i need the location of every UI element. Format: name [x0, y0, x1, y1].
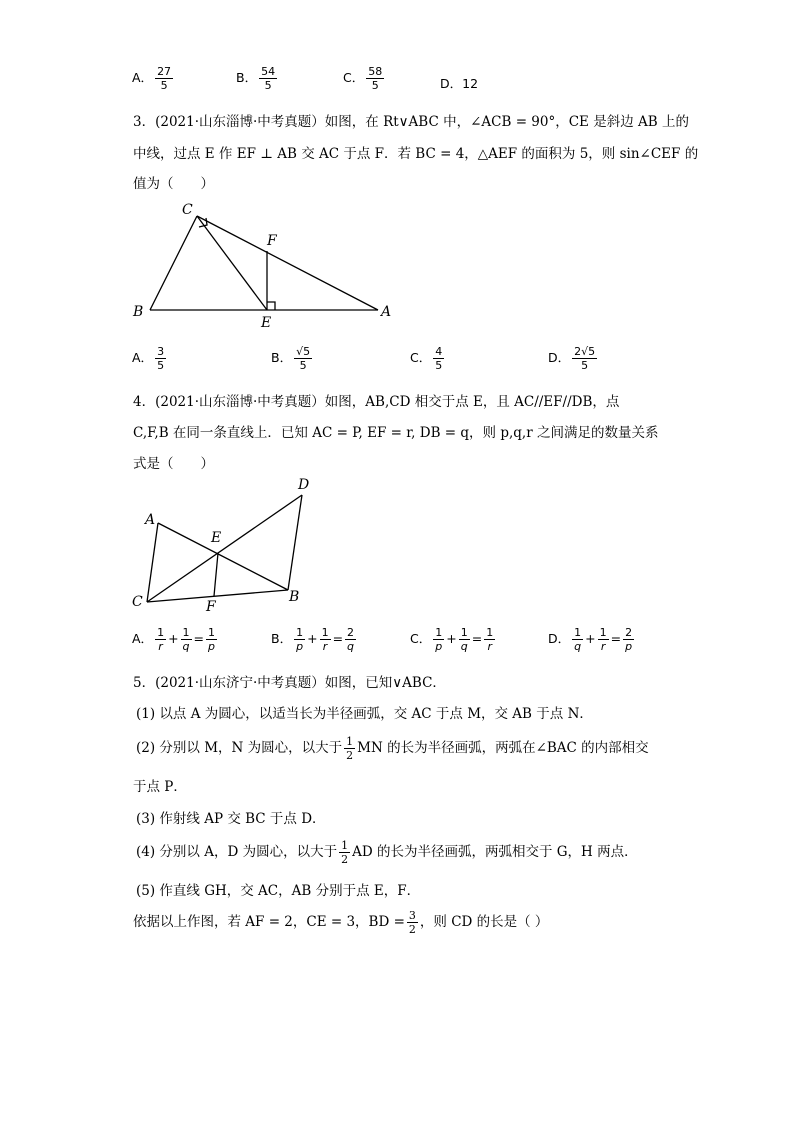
- option-label: A．: [132, 70, 154, 85]
- denominator: q: [574, 640, 582, 653]
- option-label: D．: [548, 631, 571, 646]
- q4-label-f: F: [206, 599, 216, 615]
- q4-label-a: A: [145, 512, 156, 528]
- fraction: [206, 627, 217, 652]
- step-text: MN 的长为半径画弧，两弧在∠BAC 的内部相交: [357, 740, 649, 756]
- denominator: q: [460, 640, 468, 653]
- fraction: [459, 627, 470, 652]
- fraction: [623, 627, 634, 652]
- q4-label-d: D: [298, 477, 310, 493]
- final-text: 依据以上作图，若 AF = 2，CE = 3，BD =: [133, 914, 405, 930]
- option-label: A．: [132, 350, 154, 365]
- option-label: C．: [410, 631, 432, 646]
- fraction: [181, 627, 192, 652]
- option-label: B．: [236, 70, 258, 85]
- numerator: 2√5: [574, 345, 596, 358]
- fraction: [572, 627, 583, 652]
- q3-label-b: B: [133, 304, 144, 320]
- denominator: 5: [264, 79, 272, 92]
- denominator: 5: [299, 359, 307, 372]
- q3-label-e: E: [261, 315, 272, 331]
- numerator: 1: [435, 626, 443, 639]
- q5-step-1: (1) 以点 A 为圆心，以适当长为半径画弧，交 AC 于点 M，交 AB 于点 N．: [136, 706, 593, 722]
- q3-label-a: A: [381, 304, 392, 320]
- q4-option-d[interactable]: D． $\frac{1}{q}$ + $\frac{1}{r}$ = $\frac{2}{p}$: [548, 626, 633, 653]
- denominator: 5: [581, 359, 589, 372]
- fraction: [598, 627, 609, 652]
- q4-line-3: 式是（ ）: [133, 456, 214, 472]
- denominator: r: [600, 640, 606, 653]
- denominator: q: [182, 640, 190, 653]
- numerator: 1: [182, 626, 190, 639]
- denominator: 5: [435, 359, 443, 372]
- q4-line-2: C,F,B 在同一条直线上．已知 AC = P, EF = r, DB = q，则 p,q,r 之间满足的数量关系: [133, 425, 659, 441]
- option-label: C．: [343, 70, 365, 85]
- option-label: B．: [271, 631, 293, 646]
- numerator: 1: [486, 626, 494, 639]
- denominator: p: [625, 640, 633, 653]
- fraction: [155, 627, 166, 652]
- q3-line-1: 3．(2021·山东淄博·中考真题）如图，在 Rt∨ABC 中，∠ACB = 90°，CE 是斜边 AB 上的: [133, 114, 689, 130]
- q4-option-b[interactable]: B． $\frac{1}{p}$ + $\frac{1}{r}$ = $\frac{2}{q}$: [271, 626, 355, 653]
- numerator: 58: [368, 65, 383, 78]
- numerator: 1: [341, 839, 349, 852]
- q4-label-e: E: [211, 530, 222, 546]
- fraction-half: [339, 840, 350, 865]
- step-text: (4) 分别以 A，D 为圆心，以大于: [136, 844, 338, 860]
- fraction: [345, 627, 356, 652]
- fraction-bd: [407, 910, 418, 935]
- numerator: 3: [157, 345, 165, 358]
- q4-option-c[interactable]: C． $\frac{1}{p}$ + $\frac{1}{q}$ = $\frac{1}{r}$: [410, 626, 494, 653]
- denominator: r: [487, 640, 492, 653]
- numerator: 4: [435, 345, 443, 358]
- q4-label-c: C: [132, 594, 143, 610]
- denominator: r: [322, 640, 328, 653]
- step-text: (2) 分别以 M，N 为圆心，以大于: [136, 740, 343, 756]
- numerator: 2: [347, 626, 355, 639]
- denominator: 2: [346, 749, 354, 762]
- fraction: [320, 627, 331, 652]
- numerator: 1: [208, 626, 216, 639]
- q5-step-5: (5) 作直线 GH，交 AC，AB 分别于点 E，F．: [136, 883, 421, 899]
- denominator: p: [296, 640, 304, 653]
- option-value: 12: [462, 76, 479, 91]
- option-label: D．: [548, 350, 571, 365]
- denominator: p: [435, 640, 443, 653]
- fraction: [484, 627, 495, 652]
- step-text: AD 的长为半径画弧，两弧相交于 G，H 两点．: [352, 844, 638, 860]
- numerator: 1: [157, 626, 165, 639]
- numerator: 2: [625, 626, 633, 639]
- numerator: 27: [157, 65, 172, 78]
- option-label: A．: [132, 631, 154, 646]
- denominator: 5: [371, 79, 379, 92]
- fraction: [433, 627, 444, 652]
- denominator: q: [347, 640, 355, 653]
- numerator: 1: [321, 626, 329, 639]
- q5-step-4: [136, 840, 638, 865]
- q3-label-c: C: [182, 202, 193, 218]
- numerator: 54: [261, 65, 276, 78]
- q5-line-1: 5．(2021·山东济宁·中考真题）如图，已知∨ABC．: [133, 675, 446, 691]
- numerator: 1: [346, 735, 354, 748]
- fraction-half: [344, 736, 355, 761]
- option-label: B．: [271, 350, 293, 365]
- fraction: [294, 627, 305, 652]
- q4-option-a[interactable]: A． $\frac{1}{r}$ + $\frac{1}{q}$ = $\frac{1}{p}$: [132, 626, 216, 653]
- numerator: 1: [296, 626, 304, 639]
- numerator: √5: [296, 345, 311, 358]
- denominator: 5: [157, 359, 165, 372]
- q5-step-3: (3) 作射线 AP 交 BC 于点 D．: [136, 811, 326, 827]
- denominator: r: [158, 640, 163, 653]
- q5-final: [133, 910, 548, 935]
- q3-line-3: 值为（ ）: [133, 176, 214, 192]
- q4-label-b: B: [289, 589, 300, 605]
- final-text: ，则 CD 的长是（ ）: [419, 914, 549, 930]
- denominator: 2: [408, 923, 416, 936]
- numerator: 1: [599, 626, 607, 639]
- numerator: 3: [408, 909, 416, 922]
- q4-line-1: 4．(2021·山东淄博·中考真题）如图，AB,CD 相交于点 E，且 AC//EF//DB，点: [133, 394, 620, 410]
- option-label: C．: [410, 350, 432, 365]
- denominator: p: [208, 640, 216, 653]
- q3-label-f: F: [267, 233, 277, 249]
- denominator: 2: [341, 853, 349, 866]
- q5-step-2-line-2: 于点 P．: [133, 779, 187, 795]
- option-label: D．: [440, 76, 463, 91]
- denominator: 5: [160, 79, 168, 92]
- q5-step-2: [136, 736, 649, 761]
- numerator: 1: [460, 626, 468, 639]
- q3-line-2: 中线，过点 E 作 EF ⊥ AB 交 AC 于点 F．若 BC = 4，△AEF 的面积为 5，则 sin∠CEF 的: [133, 146, 699, 162]
- numerator: 1: [574, 626, 582, 639]
